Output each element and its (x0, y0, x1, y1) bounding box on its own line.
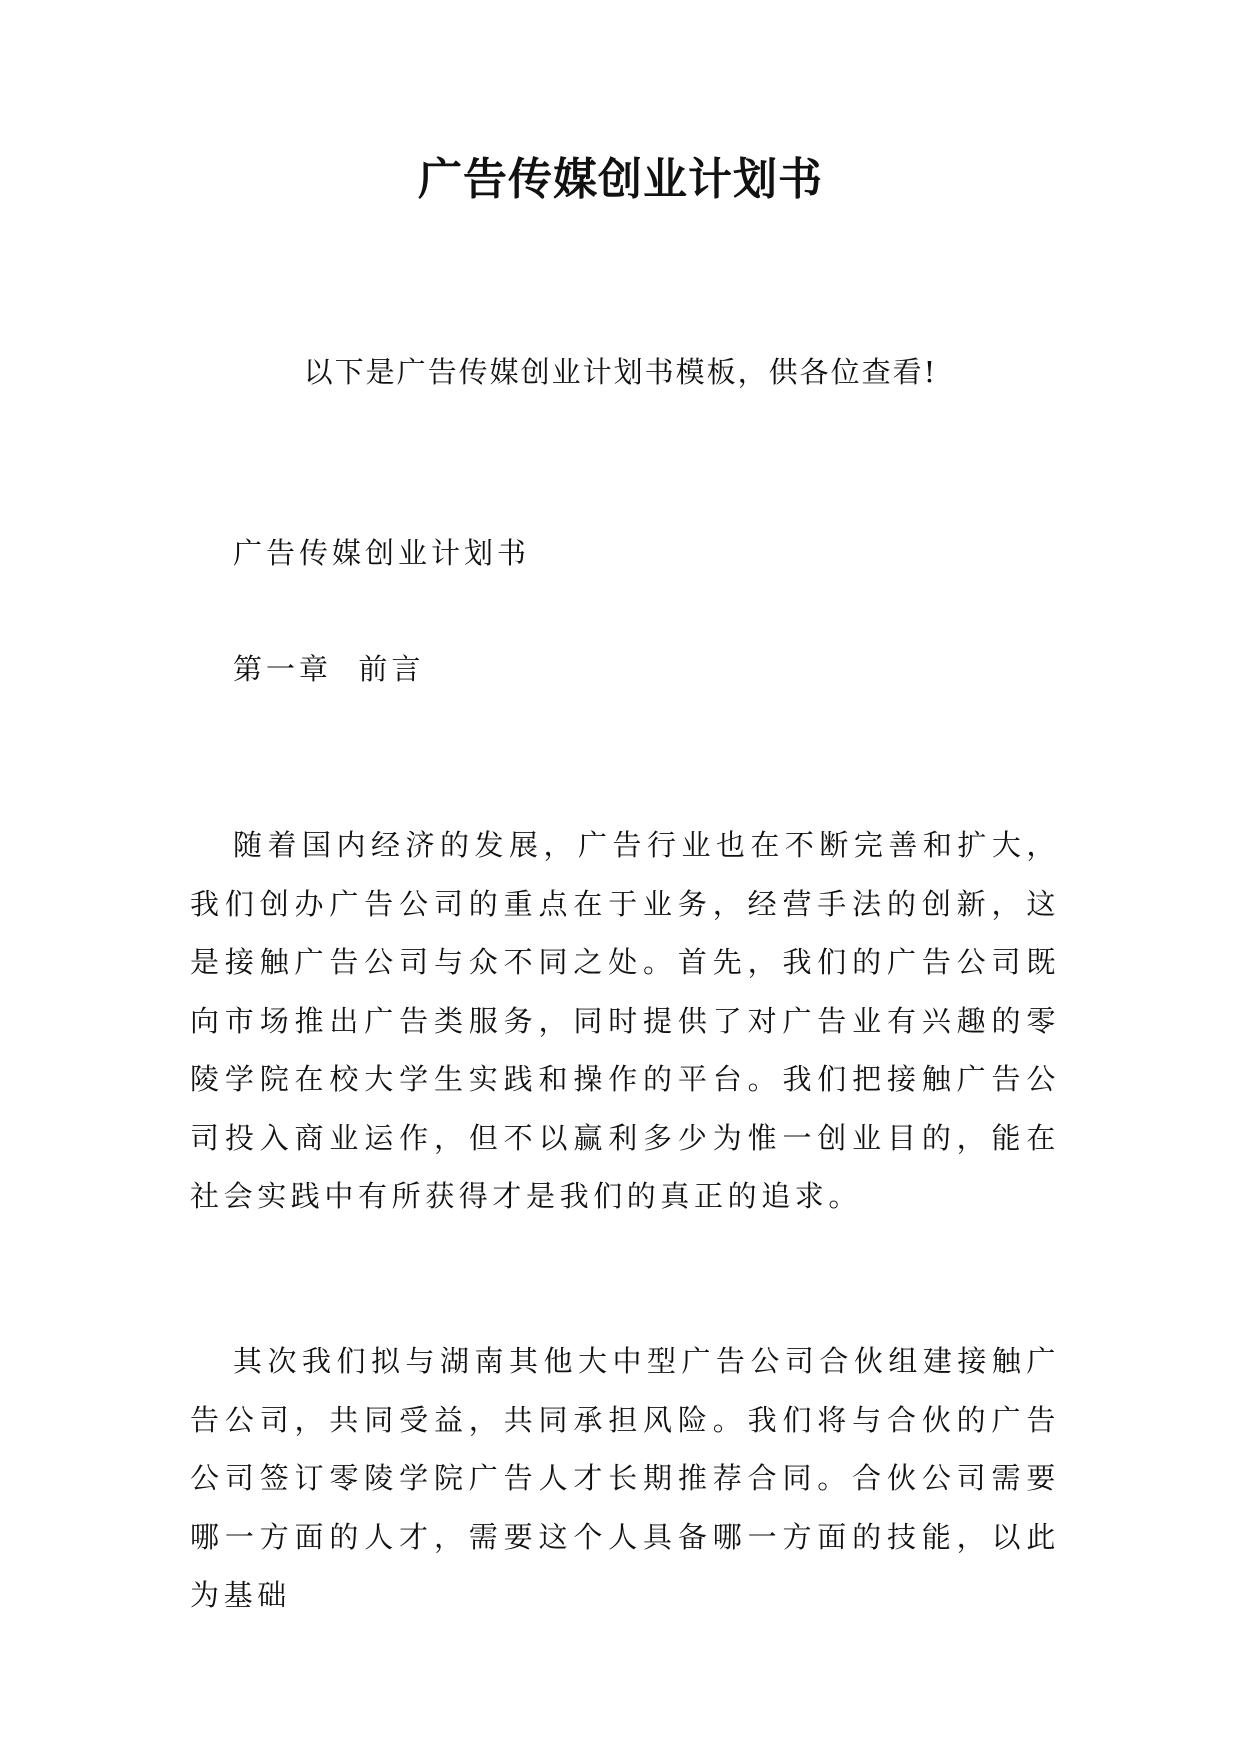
paragraph-1: 随着国内经济的发展，广告行业也在不断完善和扩大，我们创办广告公司的重点在于业务，经营手法的创新，这是接触广告公司与众不同之处。首先，我们的广告公司既向市场推出广告类服务，同时提供了对广告业有兴趣的零陵学院在校大学生实践和操作的平台。我们把接触广告公司投入商业运作，但不以赢利多少为惟一创业目的，能在社会实践中有所获得才是我们的真正的追求。 (190, 828, 1060, 1213)
chapter-heading: 第一章 前言 (233, 652, 425, 686)
document-title: 广告传媒创业计划书 (418, 154, 823, 205)
paragraph-2: 其次我们拟与湖南其他大中型广告公司合伙组建接触广告公司，共同受益，共同承担风险。我们将与合伙的广告公司签订零陵学院广告人才长期推荐合同。合伙公司需要哪一方面的人才，需要这个人具备哪一方面的技能，以此为基础 (190, 1344, 1060, 1612)
section-title: 广告传媒创业计划书 (233, 536, 531, 570)
intro-text: 以下是广告传媒创业计划书模板，供各位查看! (303, 355, 938, 389)
